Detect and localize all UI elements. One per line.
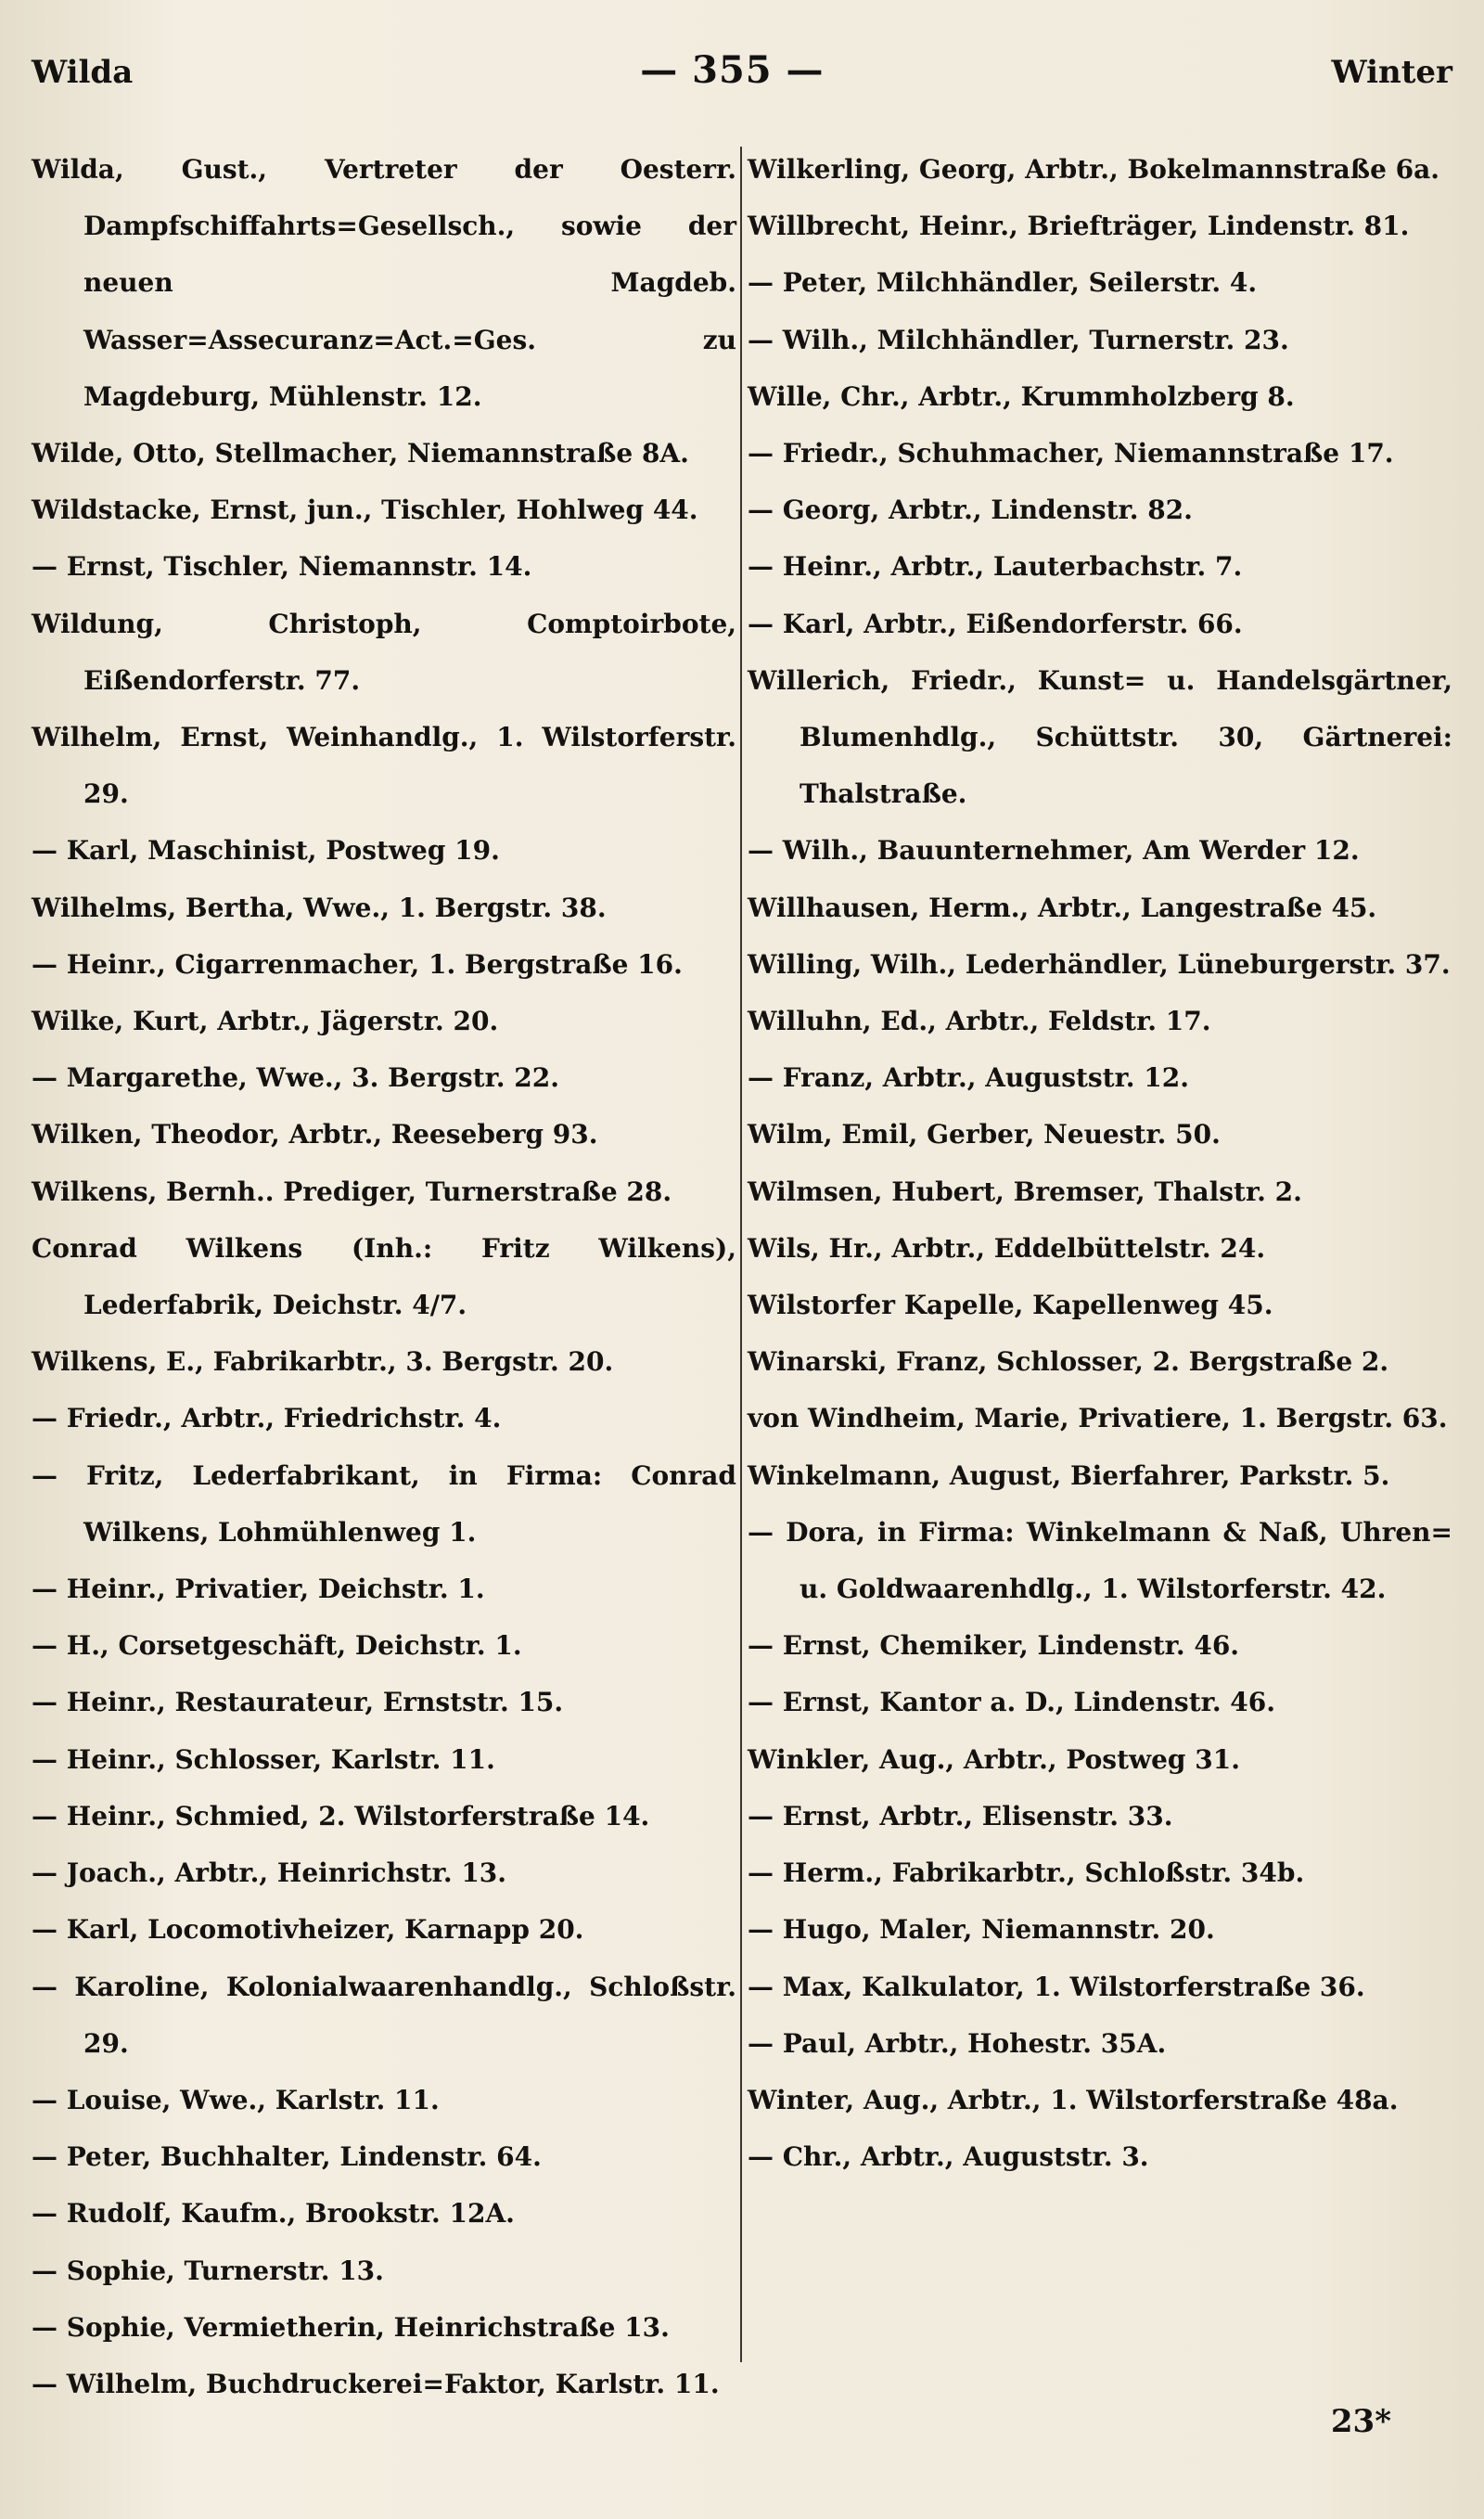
directory-entry: — Friedr., Schuhmacher, Niemannstraße 17. [748,438,1394,469]
directory-entry: — Max, Kalkulator, 1. Wilstorferstraße 36. [748,1971,1365,2002]
directory-entry: Winkler, Aug., Arbtr., Postweg 31. [748,1743,1240,1775]
directory-entry: Wilke, Kurt, Arbtr., Jägerstr. 20. [32,1006,499,1037]
directory-entry: Wils, Hr., Arbtr., Eddelbüttelstr. 24. [748,1232,1266,1264]
directory-entry: Wilkerling, Georg, Arbtr., Bokelmannstraße 6a. [748,154,1440,185]
directory-entry: — Franz, Arbtr., Auguststr. 12. [748,1062,1189,1094]
directory-entry: — Karl, Maschinist, Postweg 19. [32,835,500,867]
directory-entry: Conrad Wilkens (Inh.: Fritz Wilkens), Lederfabrik, Deichstr. 4/7. [32,1232,736,1321]
directory-entry: — Ernst, Arbtr., Elisenstr. 33. [748,1800,1173,1831]
directory-entry: — Peter, Milchhändler, Seilerstr. 4. [748,267,1258,299]
directory-entry: — Karoline, Kolonialwaarenhandlg., Schloßstr. 29. [32,1971,736,2059]
directory-entry: Wilhelm, Ernst, Weinhandlg., 1. Wilstorferstr. 29. [32,722,736,810]
directory-entry: — Georg, Arbtr., Lindenstr. 82. [748,495,1193,526]
directory-entry: — Wilh., Bauunternehmer, Am Werder 12. [748,835,1360,867]
directory-entry: — Herm., Fabrikarbtr., Schloßstr. 34b. [748,1857,1305,1889]
page-number: — 355 — [640,48,825,92]
right-column [748,141,1452,2185]
directory-entry: Wilda, Gust., Vertreter der Oesterr. Dampfschiffahrts=Gesellsch., sowie der neuen Magdeb. Wasser=Assecuranz=Act.=Ges. zu Magdeburg, Mühlenstr. 12. [32,154,736,412]
directory-entry: — Sophie, Turnerstr. 13. [32,2255,384,2286]
directory-entry: — H., Corsetgeschäft, Deichstr. 1. [32,1630,522,1662]
running-head-left: Wilda [32,54,134,91]
directory-entry: — Chr., Arbtr., Auguststr. 3. [748,2141,1149,2173]
directory-entry: Wilm, Emil, Gerber, Neuestr. 50. [748,1119,1221,1150]
directory-entry: — Karl, Locomotivheizer, Karnapp 20. [32,1914,584,1946]
directory-entry: Wilhelms, Bertha, Wwe., 1. Bergstr. 38. [32,892,607,923]
directory-entry: Wilkens, E., Fabrikarbtr., 3. Bergstr. 20. [32,1346,614,1378]
directory-entry: — Louise, Wwe., Karlstr. 11. [32,2084,440,2115]
directory-entry: Willerich, Friedr., Kunst= u. Handelsgärtner, Blumenhdlg., Schüttstr. 30, Gärtnerei: Thalstraße. [748,664,1452,810]
directory-entry: — Wilh., Milchhändler, Turnerstr. 23. [748,324,1289,355]
directory-entry: — Dora, in Firma: Winkelmann & Naß, Uhren= u. Goldwaarenhdlg., 1. Wilstorferstr. 42. [748,1516,1452,1605]
directory-entry: — Karl, Arbtr., Eißendorferstr. 66. [748,608,1243,639]
directory-entry: — Heinr., Cigarrenmacher, 1. Bergstraße 16. [32,948,683,980]
running-head-right: Winter [1331,54,1452,91]
page-header [32,48,1452,104]
directory-entry: — Margarethe, Wwe., 3. Bergstr. 22. [32,1062,560,1094]
directory-entry: Wilkens, Bernh.. Prediger, Turnerstraße 28. [32,1176,672,1207]
directory-entry: Winkelmann, August, Bierfahrer, Parkstr. 5. [748,1459,1390,1491]
directory-entry: Wille, Chr., Arbtr., Krummholzberg 8. [748,380,1295,412]
directory-entry: Willhausen, Herm., Arbtr., Langestraße 45. [748,892,1377,923]
directory-entry: — Heinr., Arbtr., Lauterbachstr. 7. [748,551,1243,583]
directory-entry: Willuhn, Ed., Arbtr., Feldstr. 17. [748,1006,1211,1037]
directory-entry: Wilken, Theodor, Arbtr., Reeseberg 93. [32,1119,598,1150]
directory-entry: Willing, Wilh., Lederhändler, Lüneburgerstr. 37. [748,948,1451,980]
directory-entry: Winarski, Franz, Schlosser, 2. Bergstraße 2. [748,1346,1389,1378]
directory-entry: — Ernst, Tischler, Niemannstr. 14. [32,551,532,583]
directory-entry: — Heinr., Schlosser, Karlstr. 11. [32,1743,495,1775]
directory-entry: — Joach., Arbtr., Heinrichstr. 13. [32,1857,507,1889]
directory-entry: — Sophie, Vermietherin, Heinrichstraße 13. [32,2311,670,2343]
directory-entry: von Windheim, Marie, Privatiere, 1. Bergstr. 63. [748,1403,1448,1434]
directory-entry: — Heinr., Restaurateur, Ernststr. 15. [32,1687,564,1718]
directory-entry: — Wilhelm, Buchdruckerei=Faktor, Karlstr. 11. [32,2368,720,2399]
directory-entry: Winter, Aug., Arbtr., 1. Wilstorferstraße 48a. [748,2084,1399,2115]
directory-entry: Wilstorfer Kapelle, Kapellenweg 45. [748,1290,1273,1321]
directory-entry: — Ernst, Chemiker, Lindenstr. 46. [748,1630,1240,1662]
directory-entry: Wilde, Otto, Stellmacher, Niemannstraße 8A. [32,438,689,469]
directory-entry: — Peter, Buchhalter, Lindenstr. 64. [32,2141,542,2173]
directory-entry: Wildung, Christoph, Comptoirbote, Eißendorferstr. 77. [32,608,736,696]
directory-entry: — Hugo, Maler, Niemannstr. 20. [748,1914,1215,1946]
directory-entry: — Rudolf, Kaufm., Brookstr. 12A. [32,2198,515,2230]
directory-entry: — Paul, Arbtr., Hohestr. 35A. [748,2027,1167,2059]
column-divider [740,147,742,2362]
directory-entry: Wilmsen, Hubert, Bremser, Thalstr. 2. [748,1176,1302,1207]
sheet-signature: 23* [1330,2403,1391,2440]
left-column [32,141,736,2412]
directory-entry: Wildstacke, Ernst, jun., Tischler, Hohlweg 44. [32,495,698,526]
directory-entry: — Heinr., Privatier, Deichstr. 1. [32,1574,485,1605]
directory-entry: — Friedr., Arbtr., Friedrichstr. 4. [32,1403,502,1434]
directory-entry: — Heinr., Schmied, 2. Wilstorferstraße 14. [32,1800,650,1831]
directory-entry: — Fritz, Lederfabrikant, in Firma: Conrad Wilkens, Lohmühlenweg 1. [32,1459,736,1548]
directory-entry: Willbrecht, Heinr., Briefträger, Lindenstr. 81. [748,211,1410,242]
directory-entry: — Ernst, Kantor a. D., Lindenstr. 46. [748,1687,1276,1718]
